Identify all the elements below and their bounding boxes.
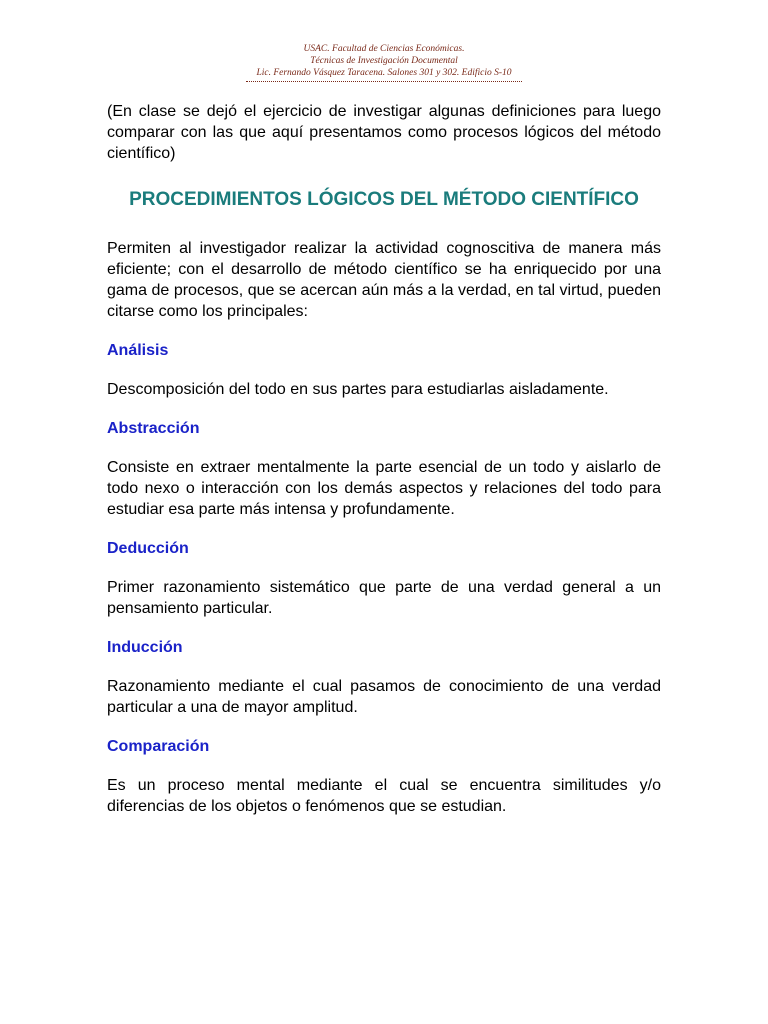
- section-heading-induccion: Inducción: [107, 639, 183, 656]
- header-line-course: Técnicas de Investigación Documental: [310, 56, 458, 66]
- section-text-abstraccion: Consiste en extraer mentalmente la parte esencial de un todo y aislarlo de todo nexo o interacción con los demás aspectos y relaciones del todo para estudiar esa parte más intensa y profundamente.: [107, 459, 661, 518]
- section-heading-deduccion: Deducción: [107, 540, 189, 557]
- header-line-instructor: Lic. Fernando Vásquez Taracena. Salones 301 y 302. Edificio S-10: [256, 68, 512, 78]
- header-line-faculty: USAC. Facultad de Ciencias Económicas.: [303, 44, 465, 54]
- section-text-comparacion: Es un proceso mental mediante el cual se encuentra similitudes y/o diferencias de los objetos o fenómenos que se estudian.: [107, 777, 661, 815]
- lead-paragraph: Permiten al investigador realizar la actividad cognoscitiva de manera más eficiente; con el desarrollo de método científico se ha enriquecido por una gama de procesos, que se acercan aún más a la verdad, en tal virtud, pueden citarse como los principales:: [107, 240, 661, 320]
- section-heading-comparacion: Comparación: [107, 738, 210, 755]
- section-text-induccion: Razonamiento mediante el cual pasamos de conocimiento de una verdad particular a una de mayor amplitud.: [107, 678, 661, 716]
- header-divider: [246, 81, 522, 82]
- document-body: [107, 101, 661, 835]
- document-title: PROCEDIMIENTOS LÓGICOS DEL MÉTODO CIENTÍFICO: [129, 189, 639, 210]
- intro-paragraph: (En clase se dejó el ejercicio de investigar algunas definiciones para luego comparar con las que aquí presentamos como procesos lógicos del método científico): [107, 103, 661, 162]
- page-header: [246, 43, 522, 82]
- section-heading-analisis: Análisis: [107, 342, 169, 359]
- section-text-deduccion: Primer razonamiento sistemático que parte de una verdad general a un pensamiento particular.: [107, 579, 661, 617]
- section-text-analisis: Descomposición del todo en sus partes para estudiarlas aisladamente.: [107, 381, 609, 398]
- section-heading-abstraccion: Abstracción: [107, 420, 200, 437]
